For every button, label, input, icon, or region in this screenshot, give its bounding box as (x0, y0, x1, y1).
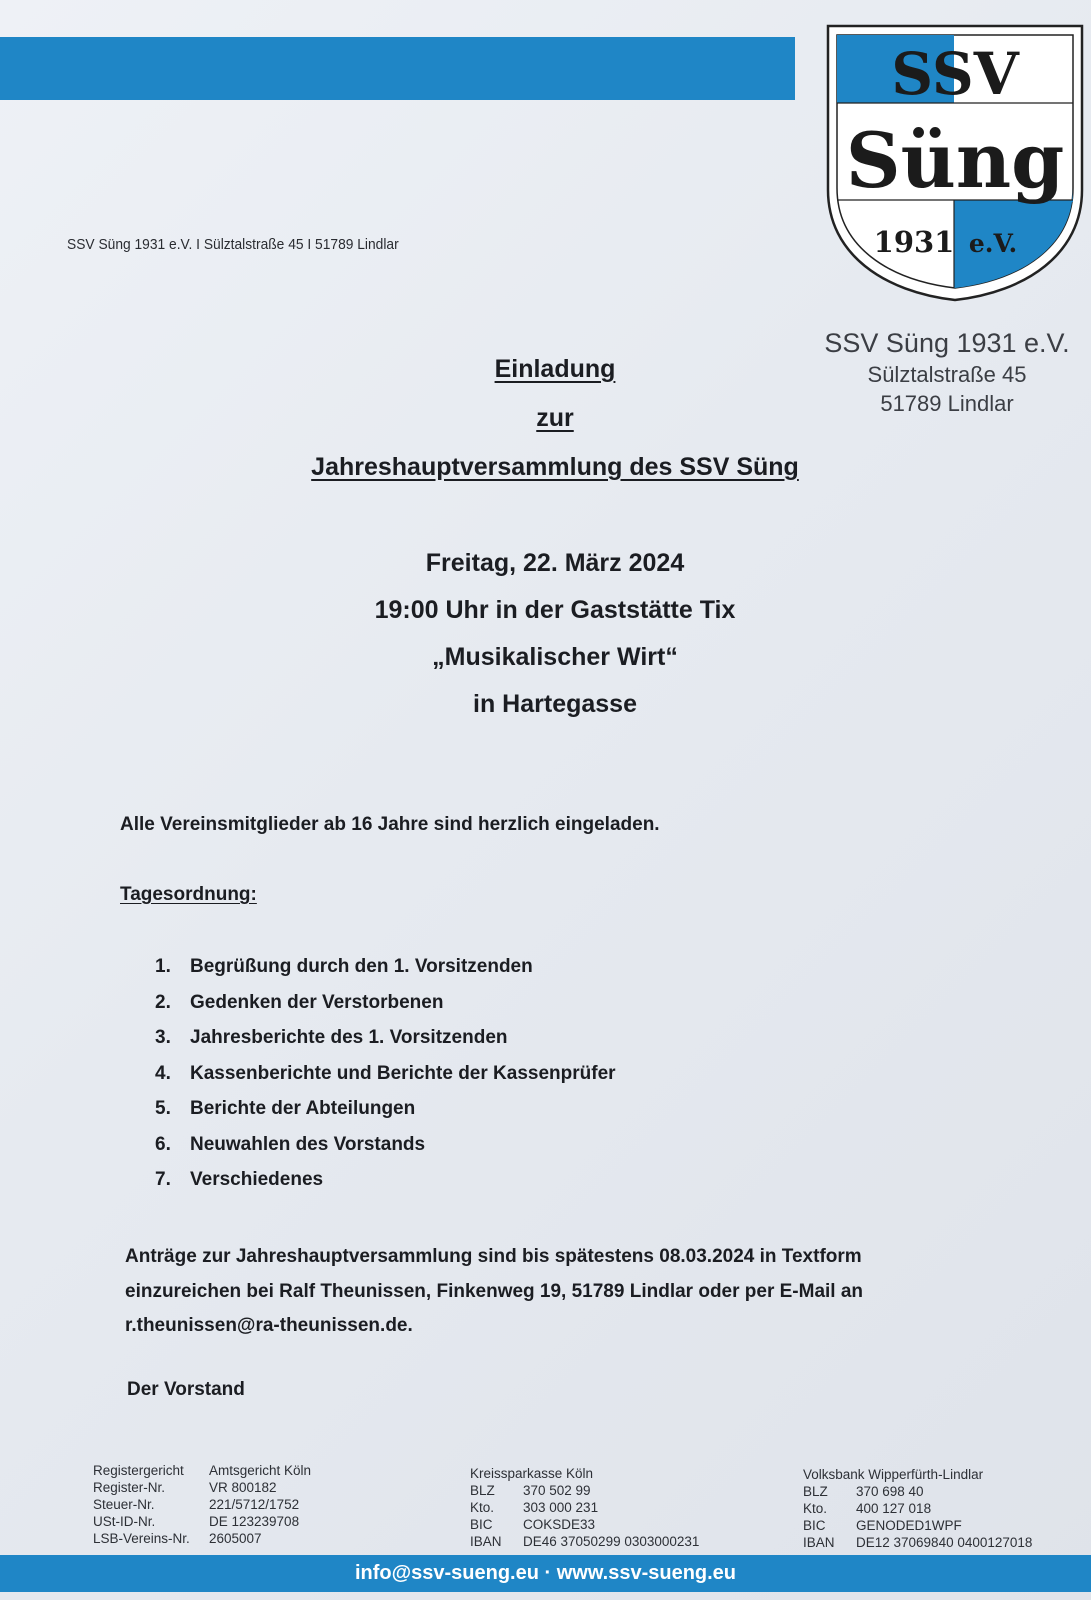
agenda-item (155, 1133, 616, 1169)
motions-line-3: r.theunissen@ra-theunissen.de. (125, 1315, 413, 1336)
agenda-item-number: 7. (155, 1169, 171, 1190)
agenda-item-text: Verschiedenes (190, 1169, 324, 1190)
footer-label: LSB-Vereins-Nr. (93, 1531, 190, 1546)
agenda-heading: Tagesordnung: (120, 884, 257, 905)
footer-row (470, 1499, 699, 1516)
footer-label: USt-ID-Nr. (93, 1514, 156, 1529)
footer-row (470, 1482, 699, 1499)
footer-row (93, 1496, 311, 1513)
footer-label: Steuer-Nr. (93, 1497, 155, 1512)
signature: Der Vorstand (127, 1379, 245, 1400)
footer-bank-volksbank (803, 1466, 1032, 1551)
footer-label: IBAN (803, 1535, 835, 1550)
footer-value: 221/5712/1752 (209, 1497, 300, 1512)
footer-registry (93, 1462, 311, 1547)
footer-value: 400 127 018 (856, 1501, 932, 1516)
footer-value: 370 698 40 (856, 1484, 924, 1499)
footer-row (803, 1534, 1032, 1551)
agenda-item-number: 2. (155, 991, 171, 1013)
footer-bank-kreissparkasse (470, 1465, 699, 1550)
footer-label: BLZ (470, 1483, 495, 1498)
footer-row (93, 1479, 311, 1496)
club-crest-logo (826, 22, 1084, 302)
footer-value: DE46 37050299 0303000231 (523, 1534, 700, 1549)
agenda-item-text: Neuwahlen des Vorstands (190, 1133, 426, 1155)
agenda-item (155, 955, 616, 991)
footer-row (803, 1517, 1032, 1534)
agenda-item-text: Jahresberichte des 1. Vorsitzenden (190, 1027, 508, 1048)
footer-bank-name: Volksbank Wipperfürth-Lindlar (803, 1467, 984, 1482)
invitation-intro: Alle Vereinsmitglieder ab 16 Jahre sind herzlich eingeladen. (120, 814, 660, 835)
footer-label: BLZ (803, 1484, 828, 1499)
agenda-item-text: Kassenberichte und Berichte der Kassenprüfer (190, 1062, 616, 1084)
agenda-item (155, 1026, 616, 1062)
agenda-item-number: 3. (155, 1027, 171, 1048)
footer-row (803, 1483, 1032, 1500)
footer-row (803, 1500, 1032, 1517)
address-org: SSV Süng 1931 e.V. (824, 328, 1070, 358)
event-details (260, 540, 850, 728)
agenda-item (155, 1168, 616, 1204)
footer-value: 303 000 231 (523, 1500, 599, 1515)
agenda-item-text: Gedenken der Verstorbenen (190, 991, 444, 1013)
footer-row (470, 1533, 699, 1550)
footer-value: 2605007 (209, 1531, 262, 1546)
footer-label: Kto. (470, 1500, 495, 1515)
motions-paragraph (125, 1240, 955, 1344)
agenda-item-number: 4. (155, 1062, 171, 1084)
footer-value: Amtsgericht Köln (209, 1463, 312, 1478)
event-time-place: 19:00 Uhr in der Gaststätte Tix (374, 596, 736, 624)
footer-label: BIC (470, 1517, 493, 1532)
motions-line-2: einzureichen bei Ralf Theunissen, Finkenweg 19, 51789 Lindlar oder per E-Mail an (125, 1280, 864, 1302)
agenda-item (155, 991, 616, 1027)
sender-address-line: SSV Süng 1931 e.V. I Sülztalstraße 45 I 51789 Lindlar (67, 236, 399, 253)
footer-value: VR 800182 (209, 1480, 277, 1495)
footer-label: Registergericht (93, 1463, 184, 1478)
header-blue-bar (0, 37, 795, 100)
footer-value: DE 123239708 (209, 1514, 300, 1529)
footer-label: Kto. (803, 1501, 828, 1516)
footer-value: GENODED1WPF (856, 1518, 962, 1533)
title-line-1: Einladung (494, 355, 616, 383)
agenda-item-number: 5. (155, 1098, 171, 1119)
footer-contact-bar: info@ssv-sueng.eu · www.ssv-sueng.eu (0, 1555, 1091, 1592)
footer-value: COKSDE33 (523, 1517, 596, 1532)
footer-row (470, 1516, 699, 1533)
agenda-list (155, 955, 616, 1204)
footer-label: BIC (803, 1518, 826, 1533)
crest-year-text: 1931 (873, 225, 955, 259)
invitation-title (210, 345, 900, 492)
agenda-item-text: Berichte der Abteilungen (190, 1098, 416, 1119)
agenda-item-number: 6. (155, 1133, 171, 1155)
agenda-item-number: 1. (155, 956, 171, 977)
event-venue: „Musikalischer Wirt“ (432, 643, 678, 671)
footer-value: 370 502 99 (523, 1483, 591, 1498)
footer-row (93, 1530, 311, 1547)
agenda-item (155, 1097, 616, 1133)
crest-ssv-text: SSV (891, 40, 1019, 108)
footer-bank-name: Kreissparkasse Köln (470, 1466, 594, 1481)
event-date: Freitag, 22. März 2024 (425, 549, 685, 577)
footer-label: Register-Nr. (93, 1480, 166, 1495)
motions-line-1: Anträge zur Jahreshauptversammlung sind bis spätestens 08.03.2024 in Textform (125, 1246, 862, 1267)
event-town: in Hartegasse (473, 690, 637, 718)
agenda-item-text: Begrüßung durch den 1. Vorsitzenden (190, 956, 533, 977)
footer-label: IBAN (470, 1534, 502, 1549)
address-street: Sülztalstraße 45 (867, 362, 1027, 387)
crest-sueng-text: Süng (845, 116, 1065, 205)
address-city: 51789 Lindlar (880, 391, 1014, 416)
footer-row (93, 1462, 311, 1479)
footer-value: DE12 37069840 0400127018 (856, 1535, 1033, 1550)
title-line-3: Jahreshauptversammlung des SSV Süng (311, 453, 799, 481)
title-line-2: zur (536, 404, 574, 432)
agenda-item (155, 1062, 616, 1098)
footer-row (93, 1513, 311, 1530)
crest-ev-text: e.V. (968, 229, 1018, 258)
